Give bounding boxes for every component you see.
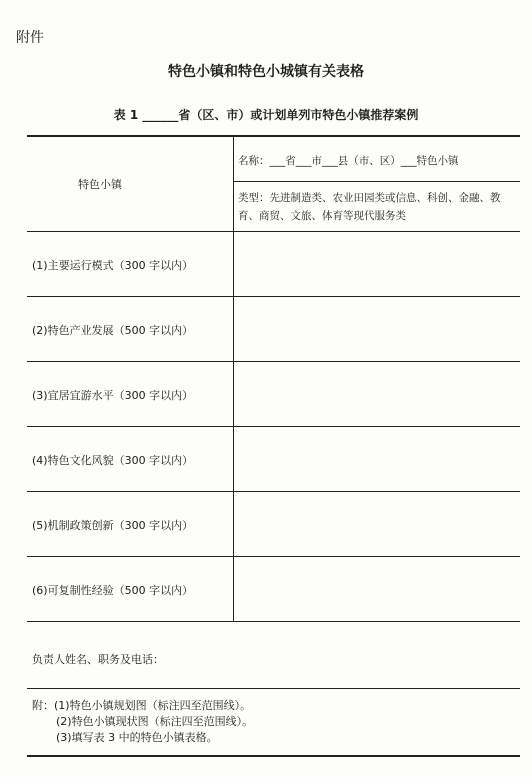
row-label-policy-innovation: (5)机制政策创新（300 字以内） xyxy=(32,519,194,532)
table-bottom-border xyxy=(27,755,520,757)
contact-label: 负责人姓名、职务及电话： xyxy=(32,653,164,666)
document-title: 特色小镇和特色小城镇有关表格 xyxy=(168,64,364,80)
table-top-border xyxy=(27,135,520,137)
row-label-replicable-experience: (6)可复制性经验（500 字以内） xyxy=(32,584,194,597)
note-item xyxy=(32,698,253,714)
row-divider xyxy=(27,296,520,297)
town-name-line: 名称：___省___市___县（市、区）___特色小镇 xyxy=(238,155,459,167)
notes-prefix: 附： xyxy=(32,699,54,712)
note-item: (3)填写表 3 中的特色小镇表格。 xyxy=(56,731,218,744)
row-divider xyxy=(27,491,520,492)
note-text: (1)特色小镇规划图（标注四至范围线）。 xyxy=(54,699,252,712)
attachment-notes xyxy=(32,698,253,746)
row-divider xyxy=(27,231,520,232)
town-type-line: 类型：先进制造类、农业田园类或信息、科创、金融、教育、商贸、文旅、体育等现代服务类 xyxy=(238,192,501,222)
header-divider xyxy=(233,181,520,182)
note-item: (2)特色小镇现状图（标注四至范围线）。 xyxy=(56,715,254,728)
table-title: 表 1 ______省（区、市）或计划单列市特色小镇推荐案例 xyxy=(113,108,419,122)
row-label-cultural-style: (4)特色文化风貌（300 字以内） xyxy=(32,454,194,467)
column-divider xyxy=(233,135,234,621)
row-divider xyxy=(27,361,520,362)
row-divider xyxy=(27,556,520,557)
row-divider xyxy=(27,688,520,689)
row-label-operation-mode: (1)主要运行模式（300 字以内） xyxy=(32,259,194,272)
row-divider xyxy=(27,621,520,622)
row-label-livability: (3)宜居宜游水平（300 字以内） xyxy=(32,389,194,402)
header-left-label: 特色小镇 xyxy=(78,178,122,191)
attachment-label: 附件 xyxy=(16,30,44,46)
row-label-industry-development: (2)特色产业发展（500 字以内） xyxy=(32,324,194,337)
row-divider xyxy=(27,426,520,427)
